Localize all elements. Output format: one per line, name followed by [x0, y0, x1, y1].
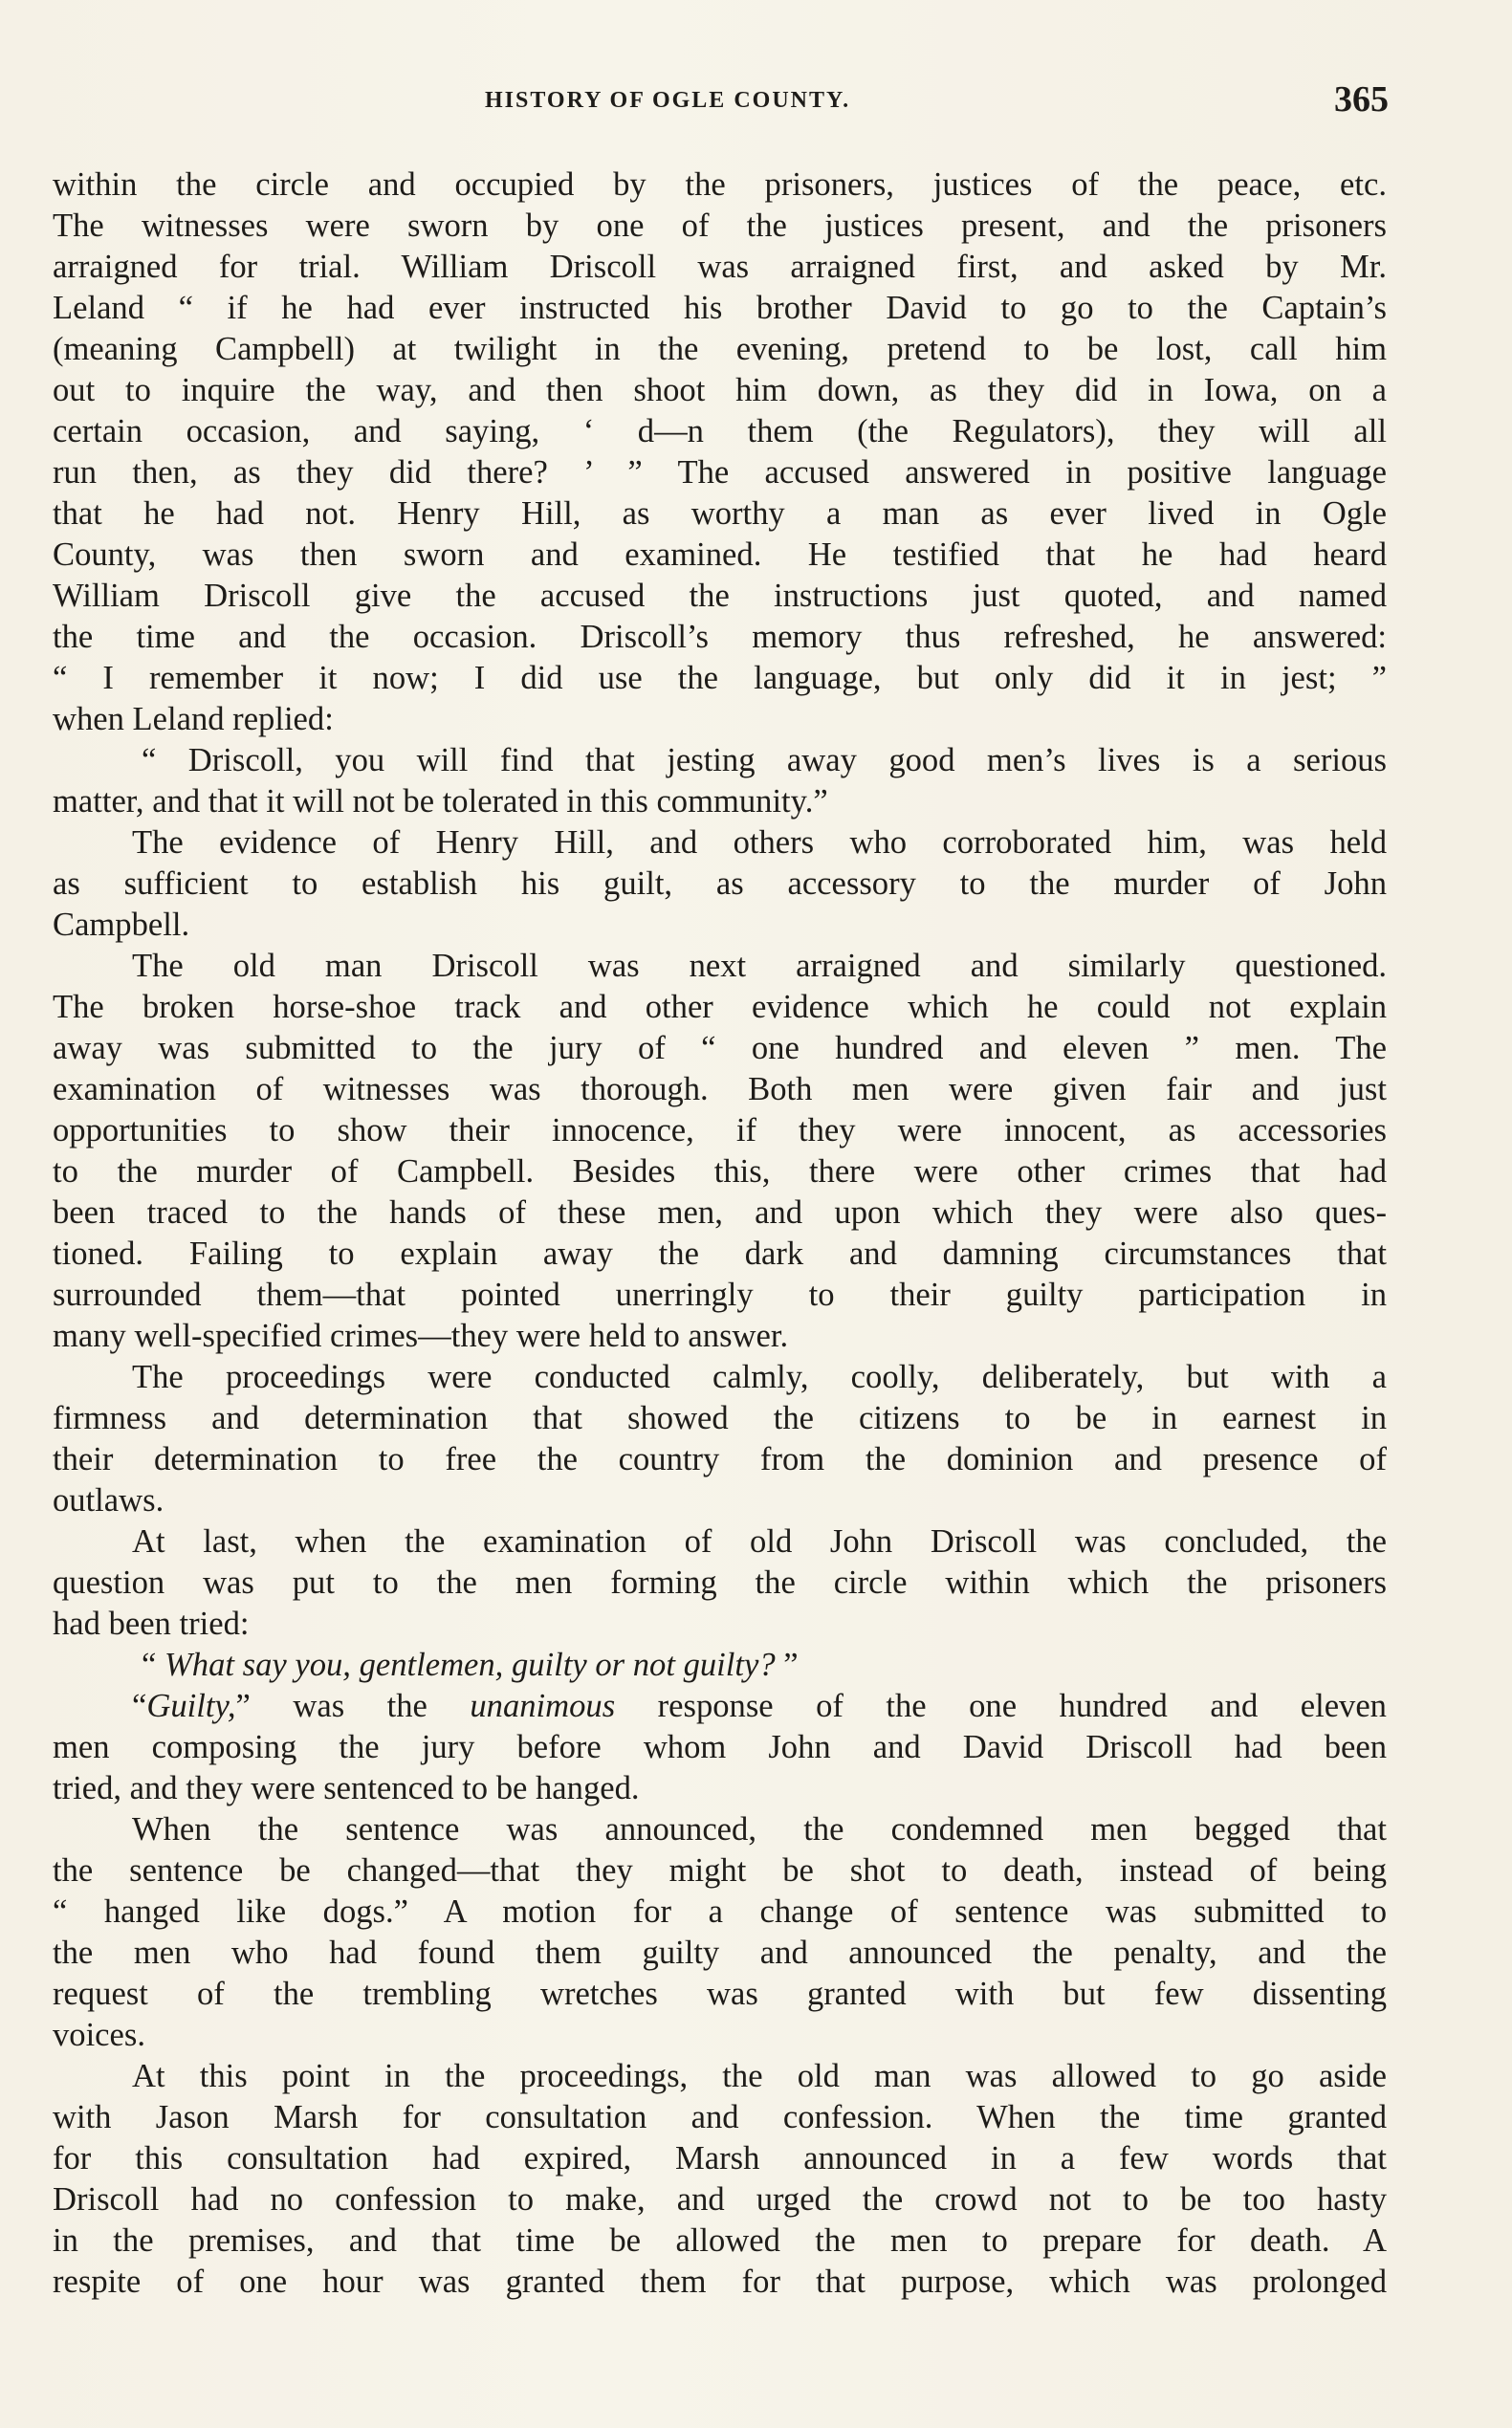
text-line: arraigned for trial. William Driscoll was arraigned first, and asked by Mr.	[53, 249, 1387, 285]
text-line: the sentence be changed—that they might be shot to death, instead of being	[53, 1852, 1387, 1889]
text-line: run then, as they did there? ’ ” The accused answered in positive language	[53, 454, 1387, 491]
text-line: question was put to the men forming the circle within which the prisoners	[53, 1564, 1387, 1601]
text-line: County, was then sworn and examined. He testified that he had heard	[53, 536, 1387, 573]
text-line: tioned. Failing to explain away the dark and damning circumstances that	[53, 1236, 1387, 1272]
text-line: the time and the occasion. Driscoll’s memory thus refreshed, he answered:	[53, 619, 1387, 655]
page-number: 365	[1334, 79, 1389, 120]
text-line: Leland “ if he had ever instructed his brother David to go to the Captain’s	[53, 290, 1387, 326]
open-quote: “	[132, 1688, 147, 1724]
text-line: many well-specified crimes—they were held to answer.	[53, 1318, 789, 1354]
text-line: had been tried:	[53, 1606, 250, 1642]
text-line: opportunities to show their innocence, if they were innocent, as accessories	[53, 1112, 1387, 1148]
text-line: in the premises, and that time be allowed the men to prepare for death. A	[53, 2222, 1387, 2259]
text-line: “ hanged like dogs.” A motion for a change of sentence was submitted to	[53, 1893, 1387, 1930]
text-line: request of the trembling wretches was granted with but few dissenting	[53, 1976, 1387, 2012]
text-line: their determination to free the country from the dominion and presence of	[53, 1441, 1387, 1477]
text-line: out to inquire the way, and then shoot him down, as they did in Iowa, on a	[53, 372, 1387, 408]
text-line: been traced to the hands of these men, and upon which they were also ques-	[53, 1194, 1387, 1231]
text-line: to the murder of Campbell. Besides this, there were other crimes that had	[53, 1153, 1387, 1190]
text-line: outlaws.	[53, 1482, 164, 1519]
text-line: when Leland replied:	[53, 701, 334, 737]
verdict-answer-line	[53, 1686, 1387, 1727]
text-line: William Driscoll give the accused the instructions just quoted, and named	[53, 578, 1387, 614]
text-line: matter, and that it will not be tolerated in this community.”	[53, 783, 828, 820]
text-line: the men who had found them guilty and announced the penalty, and the	[53, 1935, 1387, 1971]
text-fragment: was the	[293, 1688, 427, 1724]
text-line: as sufficient to establish his guilt, as accessory to the murder of John	[53, 865, 1387, 902]
text-line: respite of one hour was granted them for that purpose, which was prolonged	[53, 2264, 1387, 2300]
close-quote: ”	[775, 1647, 799, 1683]
open-quote: “	[142, 1647, 164, 1683]
text-line: that he had not. Henry Hill, as worthy a man as ever lived in Ogle	[53, 495, 1387, 532]
text-line: “ Driscoll, you will find that jesting away good men’s lives is a serious	[142, 742, 1387, 778]
text-line: When the sentence was announced, the condemned men begged that	[132, 1811, 1387, 1848]
text-line: voices.	[53, 2017, 145, 2053]
text-line: (meaning Campbell) at twilight in the evening, pretend to be lost, call him	[53, 331, 1387, 367]
text-line: Campbell.	[53, 907, 190, 943]
text-line: away was submitted to the jury of “ one hundred and eleven ” men. The	[53, 1030, 1387, 1066]
text-line: firmness and determination that showed the citizens to be in earnest in	[53, 1400, 1387, 1436]
text-line: The broken horse-shoe track and other evidence which he could not explain	[53, 989, 1387, 1025]
text-line: for this consultation had expired, Marsh announced in a few words that	[53, 2140, 1387, 2176]
verdict-guilty: Guilty,	[146, 1688, 236, 1724]
emphasis-unanimous: unanimous	[470, 1688, 616, 1724]
text-line: The witnesses were sworn by one of the justices present, and the prisoners	[53, 208, 1387, 244]
text-line: Driscoll had no confession to make, and urged the crowd not to be too hasty	[53, 2181, 1387, 2218]
text-line: The proceedings were conducted calmly, coolly, deliberately, but with a	[132, 1359, 1387, 1395]
text-line: The evidence of Henry Hill, and others who corroborated him, was held	[132, 824, 1387, 861]
text-fragment: response of the one hundred and eleven	[657, 1688, 1387, 1724]
text-line: “ I remember it now; I did use the language, but only did it in jest; ”	[53, 660, 1387, 696]
text-line: tried, and they were sentenced to be hanged.	[53, 1770, 640, 1806]
verdict-question: What say you, gentlemen, guilty or not guilty?	[164, 1647, 776, 1683]
text-line: with Jason Marsh for consultation and confession. When the time granted	[53, 2099, 1387, 2135]
body-text	[53, 164, 1387, 2303]
verdict-question-line	[53, 1645, 1387, 1686]
text-line: men composing the jury before whom John and David Driscoll had been	[53, 1729, 1387, 1765]
text-line: At last, when the examination of old John Driscoll was concluded, the	[132, 1523, 1387, 1560]
text-line: certain occasion, and saying, ‘ d—n them (the Regulators), they will all	[53, 413, 1387, 449]
text-line: At this point in the proceedings, the old man was allowed to go aside	[132, 2058, 1387, 2094]
running-title: HISTORY OF OGLE COUNTY.	[485, 88, 851, 113]
running-header	[50, 78, 1389, 126]
text-line: examination of witnesses was thorough. Both men were given fair and just	[53, 1071, 1387, 1107]
text-line: surrounded them—that pointed unerringly to their guilty participation in	[53, 1277, 1387, 1313]
close-quote: ”	[235, 1688, 251, 1724]
text-line: The old man Driscoll was next arraigned and similarly questioned.	[132, 948, 1387, 984]
text-line: within the circle and occupied by the prisoners, justices of the peace, etc.	[53, 166, 1387, 203]
